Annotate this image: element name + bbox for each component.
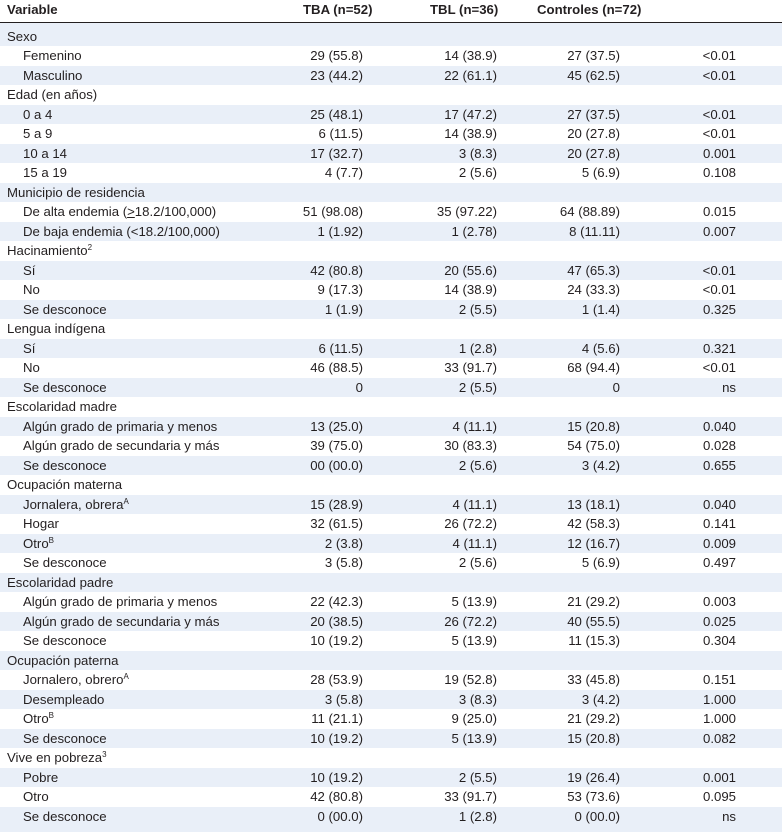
table-row [0,417,782,437]
cell-p-value: <0.01 [702,126,736,141]
cell-tbl: 1 (2.8) [458,340,497,356]
cell-p-value: 0.003 [702,594,736,609]
category-label: Vive en pobreza$^3$ [7,750,107,765]
cell-tbl: 26 (72.2) [444,516,497,531]
cell-p-value: 0.040 [702,418,736,434]
row-label: Otro [23,789,49,804]
cell-tbl: 14 (38.9) [444,48,497,63]
cell-tbl: 14 (38.9) [444,126,497,141]
category-label: Lengua indígena [7,321,106,336]
row-label: Se desconoce [23,301,107,317]
category-row [0,748,782,768]
cell-p-value: <0.01 [702,360,736,375]
cell-tba: 42 (80.8) [310,789,363,804]
cell-tba: 6 (11.5) [318,340,363,356]
cell-controles: 21 (29.2) [567,594,620,609]
cell-controles: 24 (33.3) [567,282,620,297]
category-row [0,651,782,671]
category-label: Escolaridad padre [7,574,114,590]
cell-controles: 42 (58.3) [567,516,620,531]
header-tbl: TBL (n=36) [430,2,499,17]
cell-controles: 15 (20.8) [567,730,620,746]
cell-p-value: 0.009 [702,535,736,551]
cell-tba: 28 (53.9) [310,672,363,687]
cell-controles: 5 (6.9) [581,165,620,180]
category-row [0,573,782,593]
cell-tbl: 35 (97.22) [436,204,497,219]
cell-tbl: 33 (91.7) [444,789,497,804]
table-row [0,768,782,788]
row-label: Algún grado de secundaria y más [23,613,220,629]
category-label: Ocupación paterna [7,652,119,668]
footnote-marker: A [123,672,129,681]
row-label: Jornalero, obrero$^A$ [23,672,129,687]
cell-tbl: 2 (5.6) [458,165,497,180]
cell-p-value: 0.007 [702,223,736,239]
cell-tbl: 30 (83.3) [444,438,497,453]
cell-controles: 33 (45.8) [567,672,620,687]
cell-tba: 51 (98.08) [302,204,363,219]
table-row [0,300,782,320]
table-row [0,378,782,398]
cell-tba: 13 (25.0) [310,418,363,434]
cell-tbl: 2 (5.6) [458,555,497,570]
cell-tba: 15 (28.9) [310,496,363,512]
row-label: Se desconoce [23,457,107,473]
cell-p-value: 0.001 [702,769,736,785]
table-row [0,105,782,125]
row-label: De baja endemia (<18.2/100,000) [23,223,220,239]
cell-tbl: 17 (47.2) [444,106,497,122]
table-row [0,456,782,476]
row-label: 10 a 14 [23,145,67,161]
category-label: Municipio de residencia [7,184,145,200]
cell-controles: 45 (62.5) [567,67,620,83]
cell-p-value: <0.01 [702,48,736,63]
cell-p-value: 0.082 [702,730,736,746]
cell-controles: 64 (88.89) [559,204,620,219]
row-label: Se desconoce [23,633,107,648]
cell-tbl: 14 (38.9) [444,282,497,297]
row-label: Otro$^B$ [23,535,54,551]
table-row [0,514,782,534]
cell-controles: 0 (00.0) [574,808,620,824]
cell-controles: 20 (27.8) [567,145,620,161]
cell-tbl: 9 (25.0) [451,711,497,726]
cell-controles: 3 (4.2) [581,457,620,473]
table-row [0,222,782,242]
row-label: 0 a 4 [23,106,53,122]
cell-tba: 32 (61.5) [310,516,363,531]
cell-controles: 27 (37.5) [567,48,620,63]
cell-controles: 54 (75.0) [567,438,620,453]
cell-tbl: 19 (52.8) [444,672,497,687]
row-label: Se desconoce [23,808,107,824]
row-label: Masculino [23,67,83,83]
cell-tba: 2 (3.8) [324,535,363,551]
cell-tbl: 5 (13.9) [451,730,497,746]
row-label: Desempleado [23,691,105,707]
cell-tba: 42 (80.8) [310,262,363,278]
table-row [0,495,782,515]
cell-tba: 23 (44.2) [310,67,363,83]
row-label: Algún grado de primaria y menos [23,594,218,609]
cell-tbl: 2 (5.5) [458,379,497,395]
cell-controles: 15 (20.8) [567,418,620,434]
table-row [0,592,782,612]
table-row [0,261,782,281]
cell-p-value: 1.000 [702,711,736,726]
cell-tba: 3 (5.8) [324,555,363,570]
cell-controles: 21 (29.2) [567,711,620,726]
cell-tba: 4 (7.7) [324,165,363,180]
cell-tba: 22 (42.3) [310,594,363,609]
cell-controles: 11 (15.3) [568,633,620,648]
category-label: Edad (en años) [7,87,98,102]
row-label: Se desconoce [23,555,107,570]
table-row [0,670,782,690]
cell-p-value: 0.108 [702,165,736,180]
cell-p-value: 0.325 [702,301,736,317]
row-label: Femenino [23,48,82,63]
footnote-marker: 2 [87,243,93,252]
category-row [0,241,782,261]
cell-tba: 1 (1.9) [324,301,363,317]
cell-p-value: <0.01 [702,262,736,278]
cell-controles: 27 (37.5) [567,106,620,122]
cell-p-value: 0.655 [702,457,736,473]
cell-tbl: 1 (2.8) [458,808,497,824]
footnote-marker: A [123,496,129,506]
cell-p-value: <0.01 [702,282,736,297]
table-row [0,66,782,86]
cell-controles: 0 [612,379,620,395]
cell-controles: 53 (73.6) [567,789,620,804]
cell-p-value: 0.028 [702,438,736,453]
table-row [0,612,782,632]
category-row [0,319,782,339]
cell-p-value: 1.000 [702,691,736,707]
table-row [0,553,782,573]
cell-tbl: 3 (8.3) [458,691,497,707]
cell-p-value: 0.015 [702,204,736,219]
cell-tbl: 2 (5.5) [458,769,497,785]
cell-tbl: 22 (61.1) [444,67,497,83]
cell-p-value: ns [722,808,736,824]
cell-controles: 20 (27.8) [567,126,620,141]
table-row [0,358,782,378]
table-row [0,144,782,164]
footnote-marker: 3 [102,750,107,759]
cell-tbl: 20 (55.6) [444,262,497,278]
category-label: Escolaridad madre [7,399,117,414]
row-label: Hogar [23,516,59,531]
category-row [0,183,782,203]
cell-p-value: 0.141 [702,516,736,531]
row-label: Se desconoce [23,730,107,746]
table-row [0,807,782,827]
table-row [0,46,782,66]
row-label: Otro$^B$ [23,711,54,726]
cell-p-value: <0.01 [702,67,736,83]
cell-controles: 12 (16.7) [567,535,620,551]
cell-tbl: 4 (11.1) [452,418,497,434]
cell-tbl: 3 (8.3) [458,145,497,161]
header-controles: Controles (n=72) [537,2,642,17]
cell-tba: 10 (19.2) [310,633,363,648]
table-row [0,124,782,144]
cell-controles: 13 (18.1) [567,496,620,512]
row-label: Pobre [23,769,59,785]
cell-tbl: 2 (5.6) [458,457,497,473]
footnote-marker: B [48,711,54,720]
table-row [0,690,782,710]
cell-tba: 25 (48.1) [310,106,363,122]
row-label: Sí [23,262,36,278]
cell-p-value: 0.321 [702,340,736,356]
row-label: 15 a 19 [23,165,67,180]
cell-p-value: 0.095 [702,789,736,804]
cell-controles: 19 (26.4) [567,769,620,785]
table-row [0,163,782,183]
category-label: Hacinamiento$^2$ [7,243,93,258]
cell-p-value: 0.025 [702,613,736,629]
cell-tba: 1 (1.92) [317,223,363,239]
row-label: Sí [23,340,36,356]
row-label: 5 a 9 [23,126,53,141]
cell-tbl: 4 (11.1) [452,535,497,551]
row-label: No [23,282,40,297]
cell-tbl: 26 (72.2) [444,613,497,629]
row-label: Jornalera, obrera$^A$ [23,496,129,512]
cell-tba: 29 (55.8) [310,48,363,63]
cell-tba: 3 (5.8) [324,691,363,707]
cell-p-value: 0.151 [702,672,736,687]
cell-tba: 6 (11.5) [318,126,363,141]
cell-tbl: 4 (11.1) [452,496,497,512]
category-row [0,85,782,105]
cell-p-value: 0.497 [702,555,736,570]
table-row [0,787,782,807]
cell-tba: 9 (17.3) [317,282,363,297]
cell-p-value: 0.040 [702,496,736,512]
cell-controles: 68 (94.4) [567,360,620,375]
row-label: No [23,360,40,375]
header-variable: Variable [7,2,58,17]
cell-tbl: 1 (2.78) [451,223,497,239]
table-row [0,202,782,222]
footnote-marker: B [48,535,54,545]
cell-tba: 20 (38.5) [310,613,363,629]
cell-tba: 11 (21.1) [311,711,363,726]
cell-controles: 40 (55.5) [567,613,620,629]
table-row [0,709,782,729]
table-row [0,631,782,651]
row-label: Algún grado de secundaria y más [23,438,220,453]
cell-tbl: 5 (13.9) [451,633,497,648]
cell-tba: 0 [355,379,363,395]
category-row [0,27,782,47]
cell-tba: 46 (88.5) [310,360,363,375]
category-label: Sexo [7,28,38,44]
row-label: Se desconoce [23,379,107,395]
cell-controles: 3 (4.2) [581,691,620,707]
cell-tbl: 33 (91.7) [444,360,497,375]
cell-controles: 8 (11.11) [569,223,620,239]
header-tba: TBA (n=52) [303,2,373,17]
table-row [0,729,782,749]
cell-p-value: 0.001 [702,145,736,161]
table-row [0,436,782,456]
table-row [0,280,782,300]
category-row [0,475,782,495]
cell-p-value: <0.01 [702,106,736,122]
cell-p-value: 0.304 [702,633,736,648]
cell-tbl: 5 (13.9) [451,594,497,609]
category-row [0,397,782,417]
cell-tba: 17 (32.7) [310,145,363,161]
table-row [0,534,782,554]
row-label: De alta endemia (>18.2/100,000) [23,204,217,219]
row-label: Algún grado de primaria y menos [23,418,218,434]
cell-controles: 47 (65.3) [567,262,620,278]
cell-tba: 00 (00.0) [310,457,363,473]
cell-tba: 0 (00.0) [317,808,363,824]
cell-tba: 39 (75.0) [310,438,363,453]
category-label: Ocupación materna [7,477,123,492]
cell-controles: 1 (1.4) [581,301,620,317]
cell-tbl: 2 (5.5) [458,301,497,317]
cell-controles: 4 (5.6) [581,340,620,356]
cell-p-value: ns [722,379,736,395]
table-header [0,0,782,23]
table-row [0,339,782,359]
cell-tba: 10 (19.2) [310,769,363,785]
cell-controles: 5 (6.9) [581,555,620,570]
cell-tba: 10 (19.2) [310,730,363,746]
